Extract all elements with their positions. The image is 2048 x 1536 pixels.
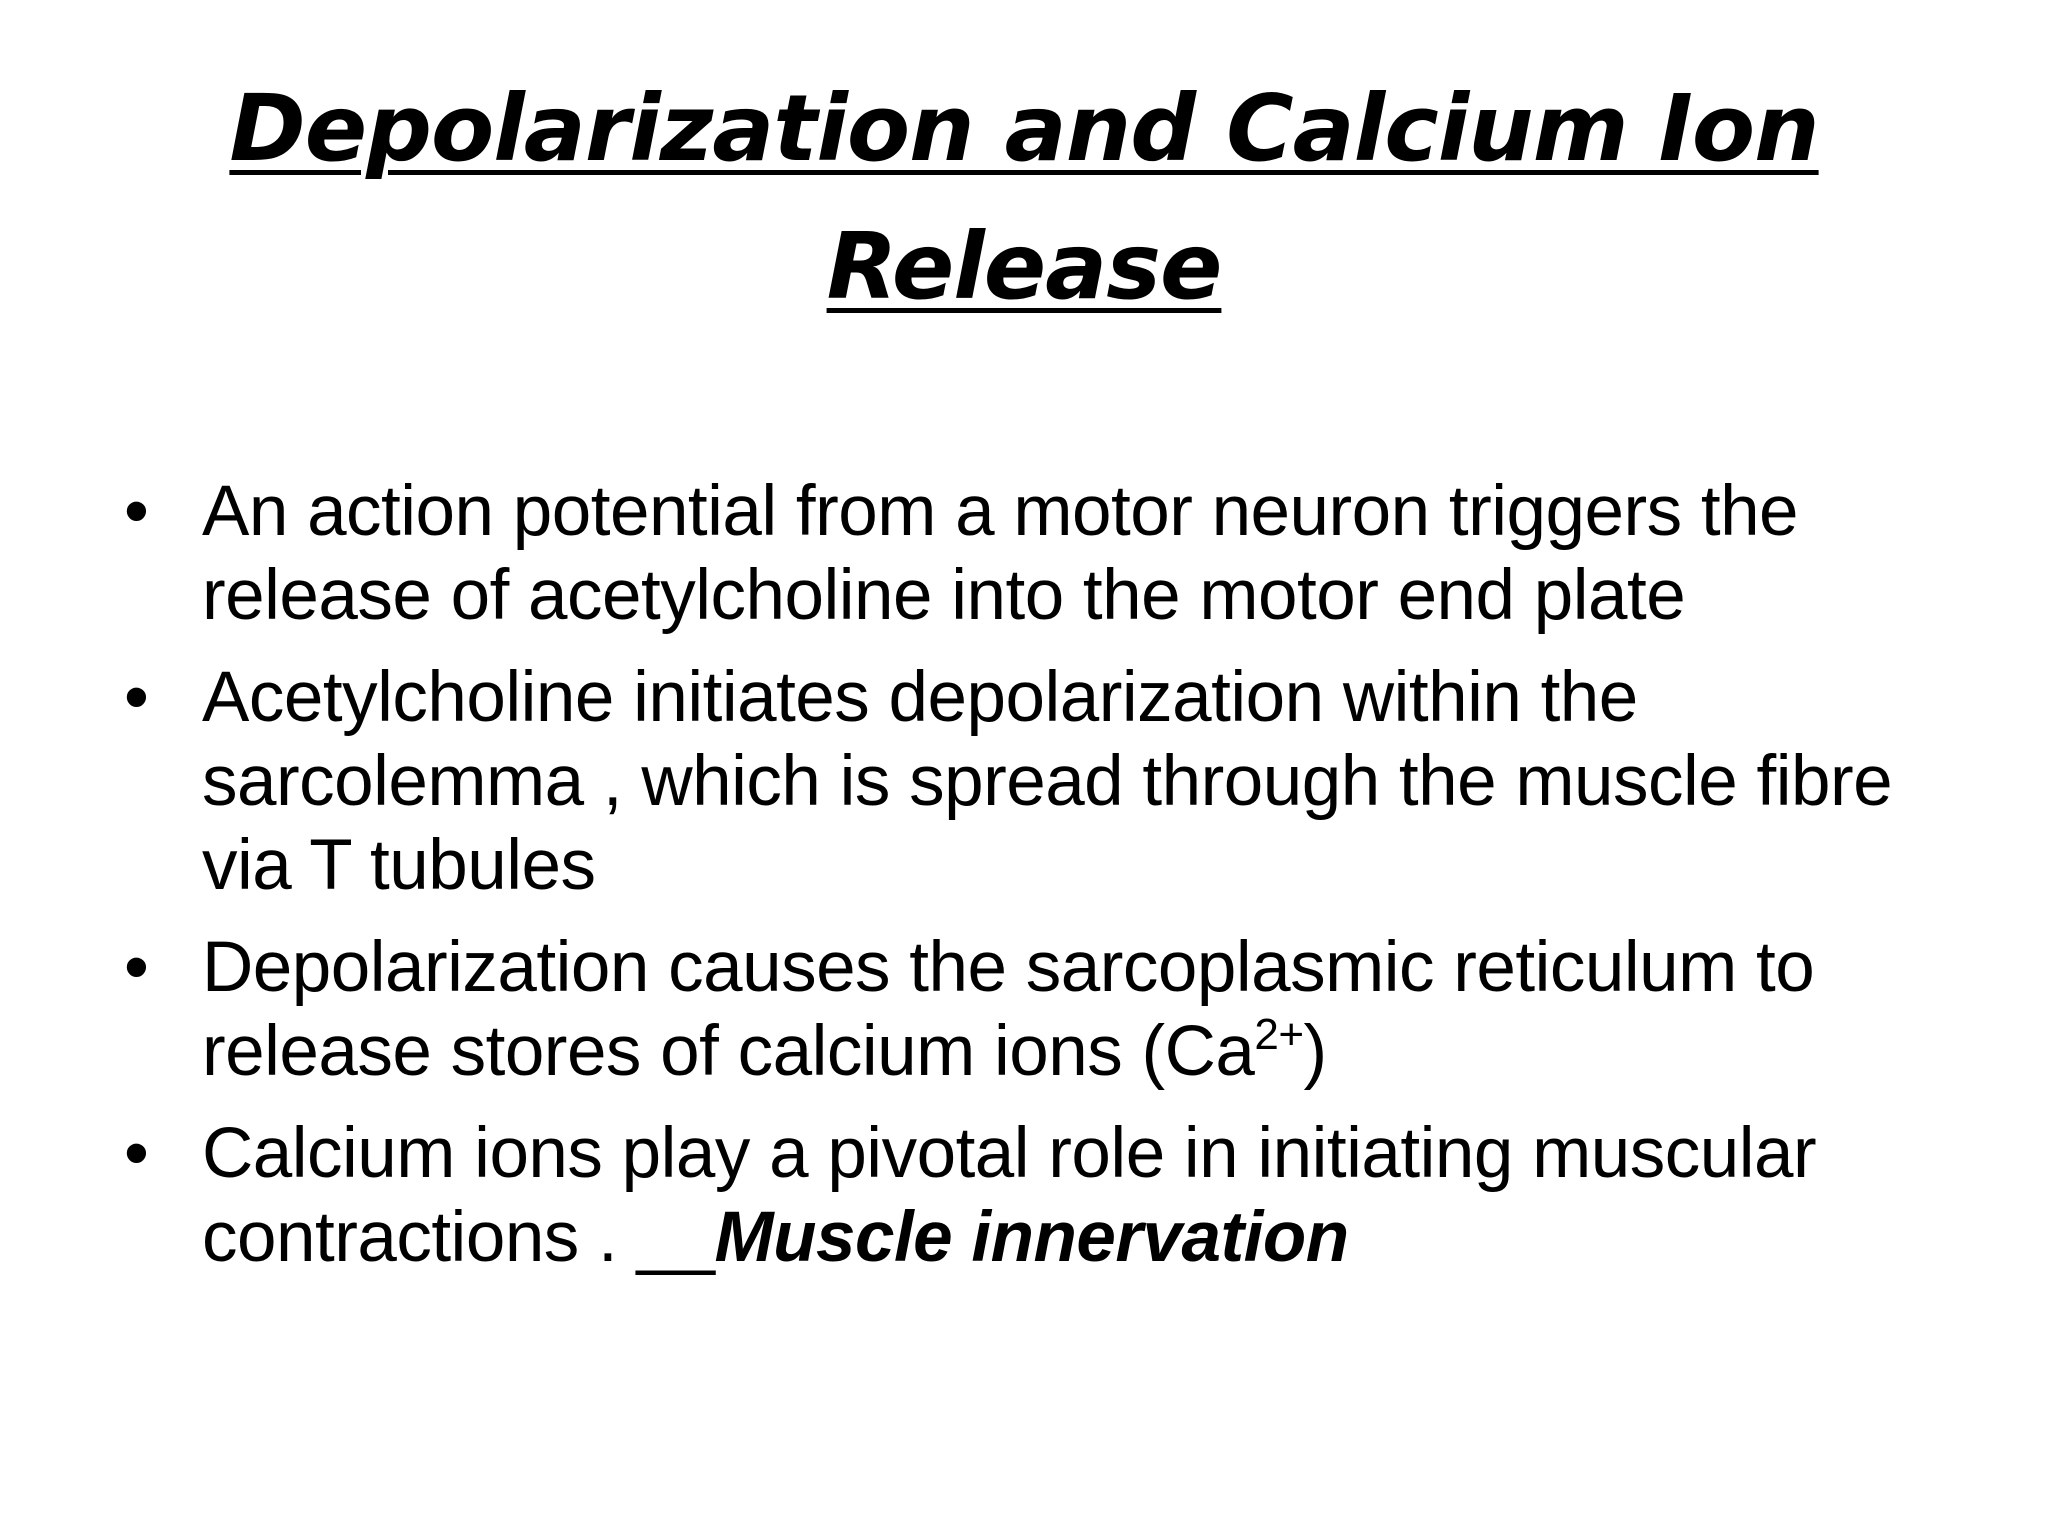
bullet-list	[120, 470, 1950, 1298]
emphasis-text: Muscle innervation	[714, 1198, 1349, 1277]
bullet-text: An action potential from a motor neuron triggers the release of acetylcholine into the motor end plate	[202, 472, 1799, 635]
bullet-text: Acetylcholine initiates depolarization within the sarcolemma , which is spread through the muscle fibre via T tubules	[202, 658, 1893, 905]
bullet-item	[120, 656, 1950, 908]
bullet-dot-icon: •	[124, 1114, 149, 1193]
bullet-item	[120, 470, 1950, 638]
slide-title: Depolarization and Calcium Ion Release	[229, 75, 1819, 320]
bullet-text-end: )	[1303, 1012, 1327, 1091]
bullet-text: Depolarization causes the sarcoplasmic reticulum to release stores of calcium ions (Ca	[202, 928, 1815, 1091]
bullet-item	[120, 1112, 1950, 1280]
bullet-dot-icon: •	[124, 928, 149, 1007]
bullet-text: Calcium ions play a pivotal role in initiating muscular contractions . __	[202, 1114, 1817, 1277]
bullet-dot-icon: •	[124, 472, 149, 551]
bullet-item	[120, 926, 1950, 1094]
bullet-dot-icon: •	[124, 658, 149, 737]
superscript-charge: 2+	[1254, 1010, 1304, 1059]
